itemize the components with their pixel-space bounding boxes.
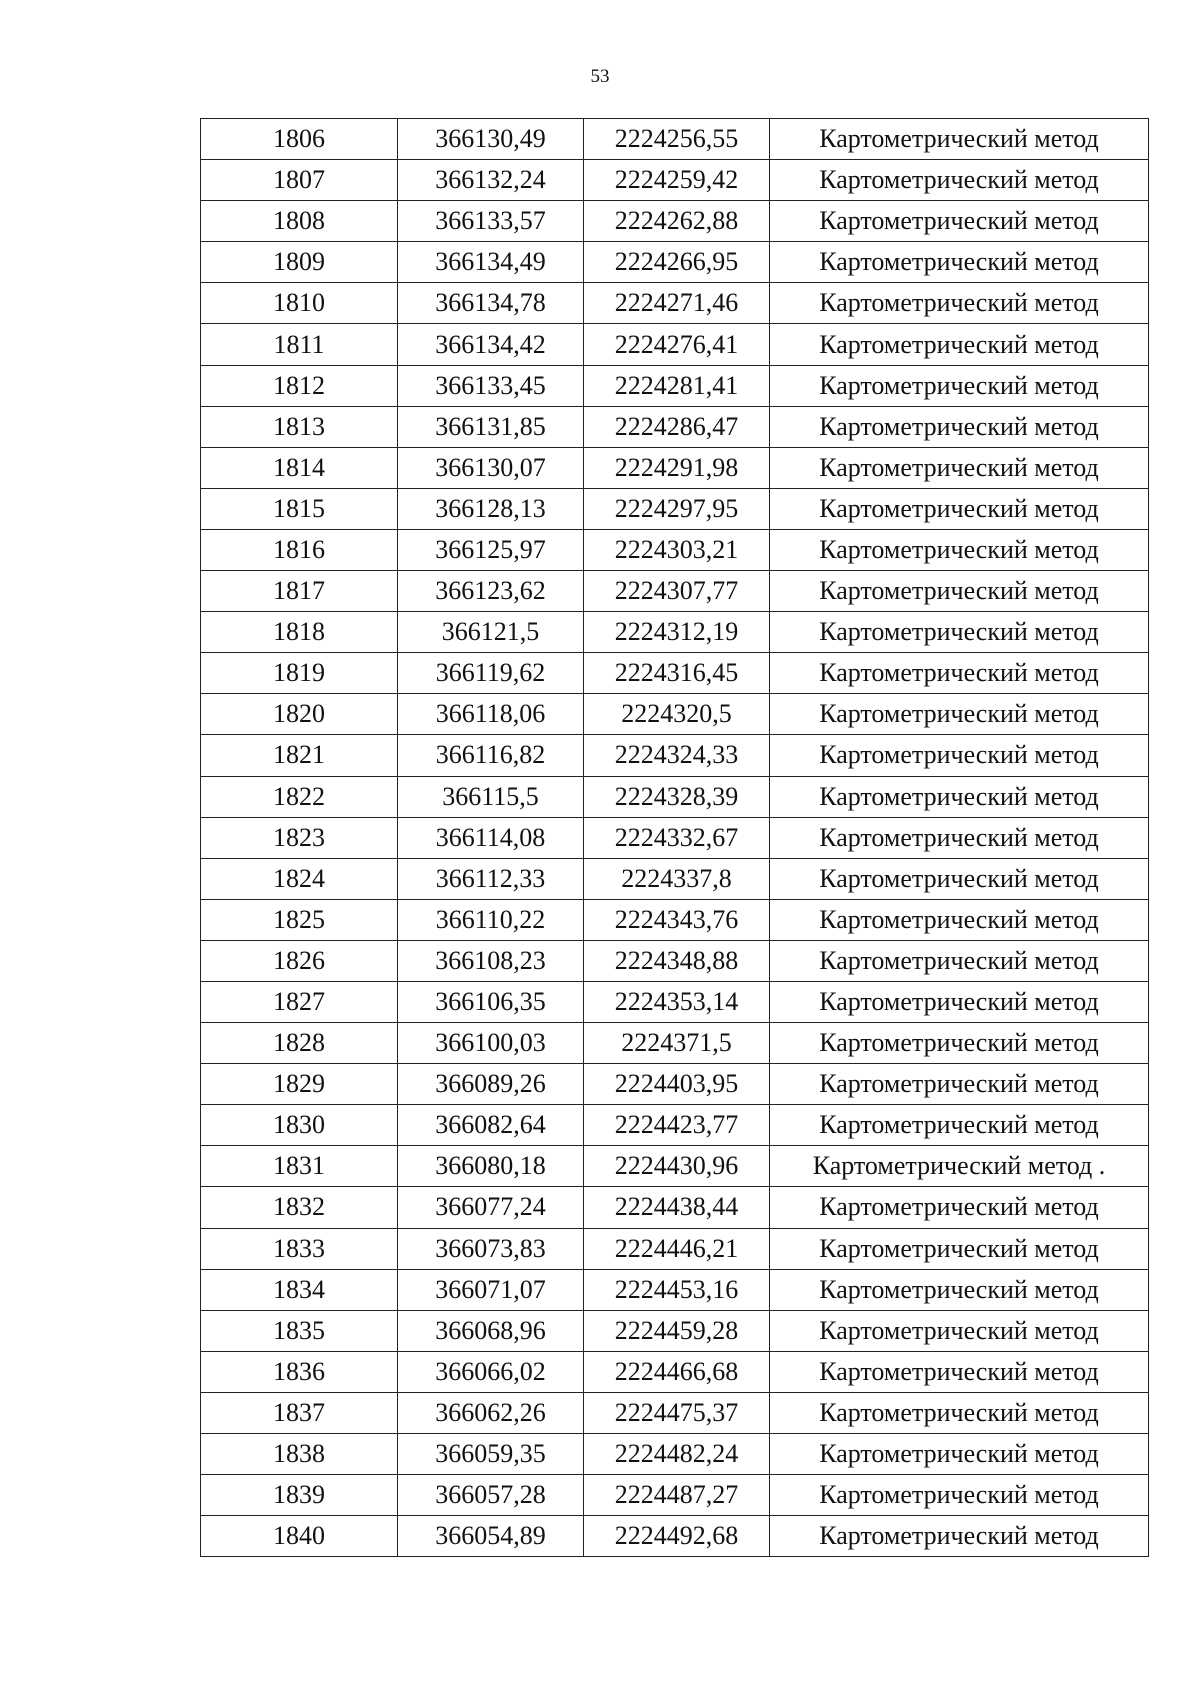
y-coordinate-cell: 2224320,5 [584, 694, 770, 735]
y-coordinate-cell: 2224337,8 [584, 858, 770, 899]
table-row [201, 735, 1149, 776]
x-coordinate-cell: 366115,5 [398, 776, 584, 817]
table-row [201, 1146, 1149, 1187]
coordinates-table [200, 118, 1149, 1557]
x-coordinate-cell: 366123,62 [398, 571, 584, 612]
method-cell: Картометрический метод [770, 365, 1149, 406]
table-row [201, 488, 1149, 529]
y-coordinate-cell: 2224312,19 [584, 612, 770, 653]
table-row [201, 1023, 1149, 1064]
point-number-cell: 1812 [201, 365, 398, 406]
table-row [201, 571, 1149, 612]
method-cell: Картометрический метод [770, 1475, 1149, 1516]
point-number-cell: 1831 [201, 1146, 398, 1187]
x-coordinate-cell: 366125,97 [398, 529, 584, 570]
x-coordinate-cell: 366131,85 [398, 406, 584, 447]
x-coordinate-cell: 366082,64 [398, 1105, 584, 1146]
x-coordinate-cell: 366121,5 [398, 612, 584, 653]
method-cell: Картометрический метод [770, 653, 1149, 694]
point-number-cell: 1827 [201, 981, 398, 1022]
method-cell: Картометрический метод [770, 981, 1149, 1022]
table-row [201, 612, 1149, 653]
y-coordinate-cell: 2224466,68 [584, 1351, 770, 1392]
y-coordinate-cell: 2224262,88 [584, 201, 770, 242]
y-coordinate-cell: 2224259,42 [584, 160, 770, 201]
y-coordinate-cell: 2224271,46 [584, 283, 770, 324]
coordinates-table-body [201, 119, 1149, 1557]
table-row [201, 694, 1149, 735]
method-cell: Картометрический метод [770, 1023, 1149, 1064]
x-coordinate-cell: 366080,18 [398, 1146, 584, 1187]
method-cell: Картометрический метод [770, 488, 1149, 529]
point-number-cell: 1815 [201, 488, 398, 529]
table-row [201, 1516, 1149, 1557]
point-number-cell: 1835 [201, 1310, 398, 1351]
table-row [201, 447, 1149, 488]
point-number-cell: 1819 [201, 653, 398, 694]
point-number-cell: 1811 [201, 324, 398, 365]
method-cell: Картометрический метод . [770, 1146, 1149, 1187]
table-row [201, 981, 1149, 1022]
method-cell: Картометрический метод [770, 571, 1149, 612]
method-cell: Картометрический метод [770, 940, 1149, 981]
page-number: 53 [590, 66, 610, 87]
y-coordinate-cell: 2224256,55 [584, 119, 770, 160]
table-row [201, 653, 1149, 694]
method-cell: Картометрический метод [770, 817, 1149, 858]
method-cell: Картометрический метод [770, 735, 1149, 776]
point-number-cell: 1838 [201, 1434, 398, 1475]
x-coordinate-cell: 366073,83 [398, 1228, 584, 1269]
table-row [201, 1228, 1149, 1269]
point-number-cell: 1813 [201, 406, 398, 447]
y-coordinate-cell: 2224423,77 [584, 1105, 770, 1146]
point-number-cell: 1809 [201, 242, 398, 283]
table-row [201, 776, 1149, 817]
table-row [201, 940, 1149, 981]
table-row [201, 1434, 1149, 1475]
y-coordinate-cell: 2224371,5 [584, 1023, 770, 1064]
x-coordinate-cell: 366119,62 [398, 653, 584, 694]
y-coordinate-cell: 2224353,14 [584, 981, 770, 1022]
method-cell: Картометрический метод [770, 1310, 1149, 1351]
method-cell: Картометрический метод [770, 1064, 1149, 1105]
point-number-cell: 1821 [201, 735, 398, 776]
point-number-cell: 1822 [201, 776, 398, 817]
method-cell: Картометрический метод [770, 324, 1149, 365]
x-coordinate-cell: 366133,45 [398, 365, 584, 406]
point-number-cell: 1840 [201, 1516, 398, 1557]
x-coordinate-cell: 366130,49 [398, 119, 584, 160]
y-coordinate-cell: 2224307,77 [584, 571, 770, 612]
method-cell: Картометрический метод [770, 447, 1149, 488]
method-cell: Картометрический метод [770, 160, 1149, 201]
y-coordinate-cell: 2224492,68 [584, 1516, 770, 1557]
method-cell: Картометрический метод [770, 776, 1149, 817]
x-coordinate-cell: 366062,26 [398, 1392, 584, 1433]
x-coordinate-cell: 366108,23 [398, 940, 584, 981]
x-coordinate-cell: 366118,06 [398, 694, 584, 735]
point-number-cell: 1834 [201, 1269, 398, 1310]
method-cell: Картометрический метод [770, 283, 1149, 324]
x-coordinate-cell: 366106,35 [398, 981, 584, 1022]
x-coordinate-cell: 366132,24 [398, 160, 584, 201]
point-number-cell: 1810 [201, 283, 398, 324]
y-coordinate-cell: 2224453,16 [584, 1269, 770, 1310]
y-coordinate-cell: 2224430,96 [584, 1146, 770, 1187]
y-coordinate-cell: 2224475,37 [584, 1392, 770, 1433]
table-row [201, 1351, 1149, 1392]
x-coordinate-cell: 366112,33 [398, 858, 584, 899]
table-row [201, 242, 1149, 283]
table-row [201, 1392, 1149, 1433]
table-row [201, 529, 1149, 570]
y-coordinate-cell: 2224446,21 [584, 1228, 770, 1269]
table-row [201, 283, 1149, 324]
method-cell: Картометрический метод [770, 1392, 1149, 1433]
y-coordinate-cell: 2224459,28 [584, 1310, 770, 1351]
x-coordinate-cell: 366054,89 [398, 1516, 584, 1557]
x-coordinate-cell: 366057,28 [398, 1475, 584, 1516]
y-coordinate-cell: 2224324,33 [584, 735, 770, 776]
point-number-cell: 1823 [201, 817, 398, 858]
point-number-cell: 1826 [201, 940, 398, 981]
point-number-cell: 1824 [201, 858, 398, 899]
y-coordinate-cell: 2224291,98 [584, 447, 770, 488]
y-coordinate-cell: 2224297,95 [584, 488, 770, 529]
y-coordinate-cell: 2224487,27 [584, 1475, 770, 1516]
y-coordinate-cell: 2224276,41 [584, 324, 770, 365]
method-cell: Картометрический метод [770, 1187, 1149, 1228]
table-row [201, 1475, 1149, 1516]
y-coordinate-cell: 2224286,47 [584, 406, 770, 447]
table-row [201, 817, 1149, 858]
y-coordinate-cell: 2224266,95 [584, 242, 770, 283]
table-row [201, 324, 1149, 365]
y-coordinate-cell: 2224403,95 [584, 1064, 770, 1105]
table-row [201, 1187, 1149, 1228]
y-coordinate-cell: 2224438,44 [584, 1187, 770, 1228]
method-cell: Картометрический метод [770, 612, 1149, 653]
point-number-cell: 1817 [201, 571, 398, 612]
method-cell: Картометрический метод [770, 119, 1149, 160]
table-row [201, 1269, 1149, 1310]
method-cell: Картометрический метод [770, 899, 1149, 940]
point-number-cell: 1814 [201, 447, 398, 488]
y-coordinate-cell: 2224332,67 [584, 817, 770, 858]
table-row [201, 406, 1149, 447]
x-coordinate-cell: 366133,57 [398, 201, 584, 242]
method-cell: Картометрический метод [770, 858, 1149, 899]
method-cell: Картометрический метод [770, 529, 1149, 570]
method-cell: Картометрический метод [770, 1228, 1149, 1269]
point-number-cell: 1833 [201, 1228, 398, 1269]
x-coordinate-cell: 366134,78 [398, 283, 584, 324]
x-coordinate-cell: 366100,03 [398, 1023, 584, 1064]
y-coordinate-cell: 2224482,24 [584, 1434, 770, 1475]
x-coordinate-cell: 366066,02 [398, 1351, 584, 1392]
point-number-cell: 1818 [201, 612, 398, 653]
method-cell: Картометрический метод [770, 242, 1149, 283]
y-coordinate-cell: 2224328,39 [584, 776, 770, 817]
table-row [201, 1064, 1149, 1105]
x-coordinate-cell: 366071,07 [398, 1269, 584, 1310]
method-cell: Картометрический метод [770, 1516, 1149, 1557]
x-coordinate-cell: 366077,24 [398, 1187, 584, 1228]
point-number-cell: 1808 [201, 201, 398, 242]
point-number-cell: 1825 [201, 899, 398, 940]
y-coordinate-cell: 2224316,45 [584, 653, 770, 694]
table-row [201, 1105, 1149, 1146]
x-coordinate-cell: 366114,08 [398, 817, 584, 858]
table-row [201, 119, 1149, 160]
method-cell: Картометрический метод [770, 1105, 1149, 1146]
point-number-cell: 1816 [201, 529, 398, 570]
point-number-cell: 1836 [201, 1351, 398, 1392]
method-cell: Картометрический метод [770, 1434, 1149, 1475]
point-number-cell: 1829 [201, 1064, 398, 1105]
table-row [201, 365, 1149, 406]
point-number-cell: 1807 [201, 160, 398, 201]
point-number-cell: 1806 [201, 119, 398, 160]
x-coordinate-cell: 366110,22 [398, 899, 584, 940]
x-coordinate-cell: 366134,49 [398, 242, 584, 283]
x-coordinate-cell: 366059,35 [398, 1434, 584, 1475]
y-coordinate-cell: 2224303,21 [584, 529, 770, 570]
x-coordinate-cell: 366130,07 [398, 447, 584, 488]
x-coordinate-cell: 366068,96 [398, 1310, 584, 1351]
method-cell: Картометрический метод [770, 406, 1149, 447]
method-cell: Картометрический метод [770, 201, 1149, 242]
table-row [201, 858, 1149, 899]
point-number-cell: 1839 [201, 1475, 398, 1516]
method-cell: Картометрический метод [770, 694, 1149, 735]
y-coordinate-cell: 2224281,41 [584, 365, 770, 406]
point-number-cell: 1820 [201, 694, 398, 735]
table-row [201, 899, 1149, 940]
table-row [201, 201, 1149, 242]
point-number-cell: 1837 [201, 1392, 398, 1433]
point-number-cell: 1830 [201, 1105, 398, 1146]
table-row [201, 160, 1149, 201]
y-coordinate-cell: 2224343,76 [584, 899, 770, 940]
point-number-cell: 1832 [201, 1187, 398, 1228]
method-cell: Картометрический метод [770, 1351, 1149, 1392]
point-number-cell: 1828 [201, 1023, 398, 1064]
x-coordinate-cell: 366128,13 [398, 488, 584, 529]
method-cell: Картометрический метод [770, 1269, 1149, 1310]
x-coordinate-cell: 366134,42 [398, 324, 584, 365]
y-coordinate-cell: 2224348,88 [584, 940, 770, 981]
x-coordinate-cell: 366089,26 [398, 1064, 584, 1105]
table-row [201, 1310, 1149, 1351]
x-coordinate-cell: 366116,82 [398, 735, 584, 776]
